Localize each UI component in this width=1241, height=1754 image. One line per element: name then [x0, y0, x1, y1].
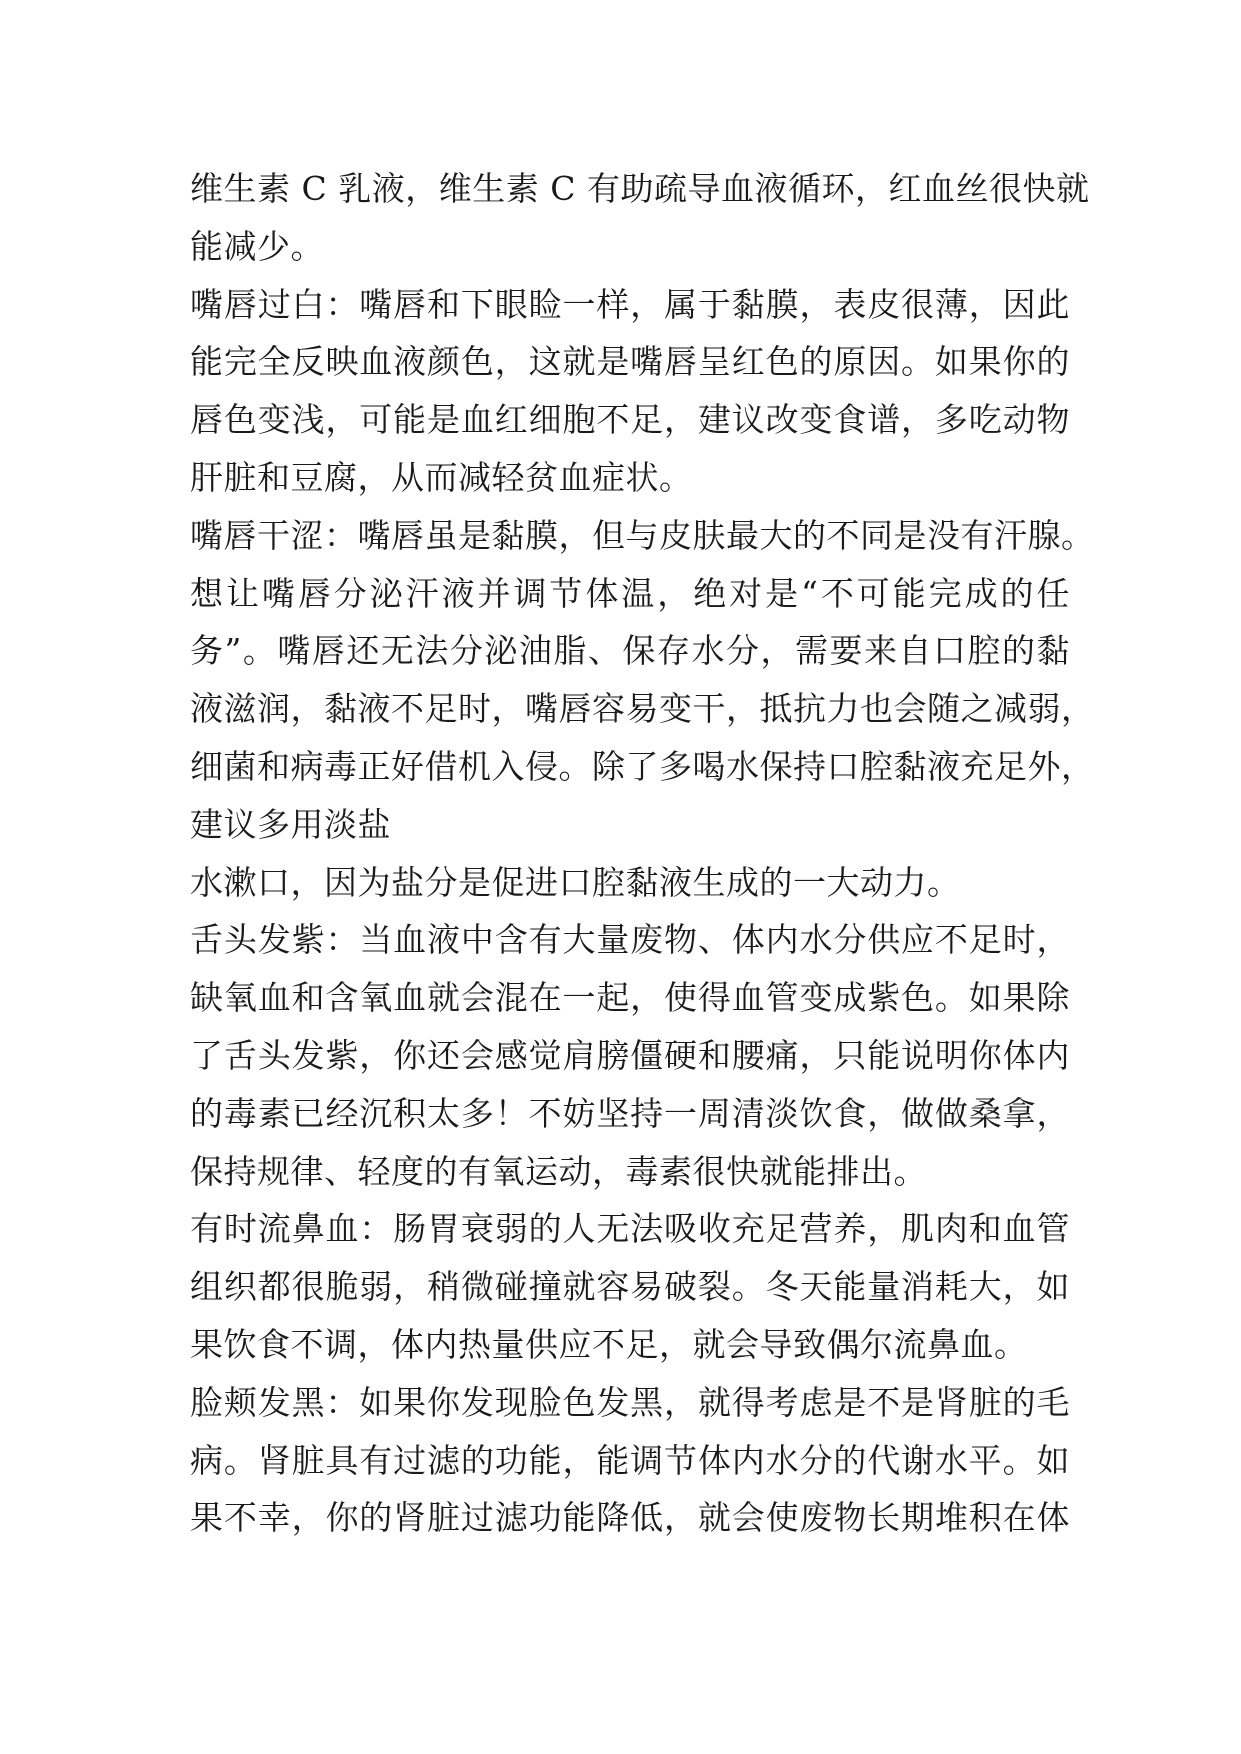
- text-line: 唇色变浅，可能是血红细胞不足，建议改变食谱，多吃动物: [190, 400, 1070, 440]
- text-line: 组织都很脆弱，稍微碰撞就容易破裂。冬天能量消耗大，如: [190, 1267, 1070, 1307]
- text-line: 能完全反映血液颜色，这就是嘴唇呈红色的原因。如果你的: [190, 342, 1070, 382]
- text-line: 想让嘴唇分泌汗液并调节体温，绝对是“不可能完成的任: [190, 573, 1070, 613]
- text-line: 保持规律、轻度的有氧运动，毒素很快就能排出。: [190, 1151, 927, 1191]
- text-line: 液滋润，黏液不足时，嘴唇容易变干，抵抗力也会随之减弱，: [190, 689, 1095, 729]
- text-line: 能减少。: [190, 226, 324, 266]
- text-line: 脸颊发黑：如果你发现脸色发黑，就得考虑是不是肾脏的毛: [190, 1382, 1070, 1422]
- text-line: 建议多用淡盐: [190, 804, 391, 844]
- text-line: 维生素 C 乳液，维生素 C 有助疏导血液循环，红血丝很快就: [190, 169, 1090, 208]
- text-line: 果不幸，你的肾脏过滤功能降低，就会使废物长期堆积在体: [190, 1498, 1070, 1538]
- text-line: 肝脏和豆腐，从而减轻贫血症状。: [190, 457, 693, 497]
- text-line: 果饮食不调，体内热量供应不足，就会导致偶尔流鼻血。: [190, 1324, 1028, 1364]
- text-line: 有时流鼻血：肠胃衰弱的人无法吸收充足营养，肌肉和血管: [190, 1209, 1070, 1249]
- text-line: 嘴唇干涩：嘴唇虽是黏膜，但与皮肤最大的不同是没有汗腺。: [190, 515, 1095, 555]
- text-line: 细菌和病毒正好借机入侵。除了多喝水保持口腔黏液充足外，: [190, 746, 1095, 786]
- text-line: 舌头发紫：当血液中含有大量废物、体内水分供应不足时，: [190, 920, 1070, 960]
- text-line: 缺氧血和含氧血就会混在一起，使得血管变成紫色。如果除: [190, 978, 1070, 1018]
- text-line: 水漱口，因为盐分是促进口腔黏液生成的一大动力。: [190, 862, 961, 902]
- body-text: [190, 160, 1095, 1547]
- text-line: 嘴唇过白：嘴唇和下眼睑一样，属于黏膜，表皮很薄，因此: [190, 284, 1070, 324]
- text-line: 了舌头发紫，你还会感觉肩膀僵硬和腰痛，只能说明你体内: [190, 1035, 1070, 1075]
- text-line: 的毒素已经沉积太多！不妨坚持一周清淡饮食，做做桑拿，: [190, 1093, 1070, 1133]
- text-line: 病。肾脏具有过滤的功能，能调节体内水分的代谢水平。如: [190, 1440, 1070, 1480]
- text-line: 务”。嘴唇还无法分泌油脂、保存水分，需要来自口腔的黏: [190, 631, 1070, 671]
